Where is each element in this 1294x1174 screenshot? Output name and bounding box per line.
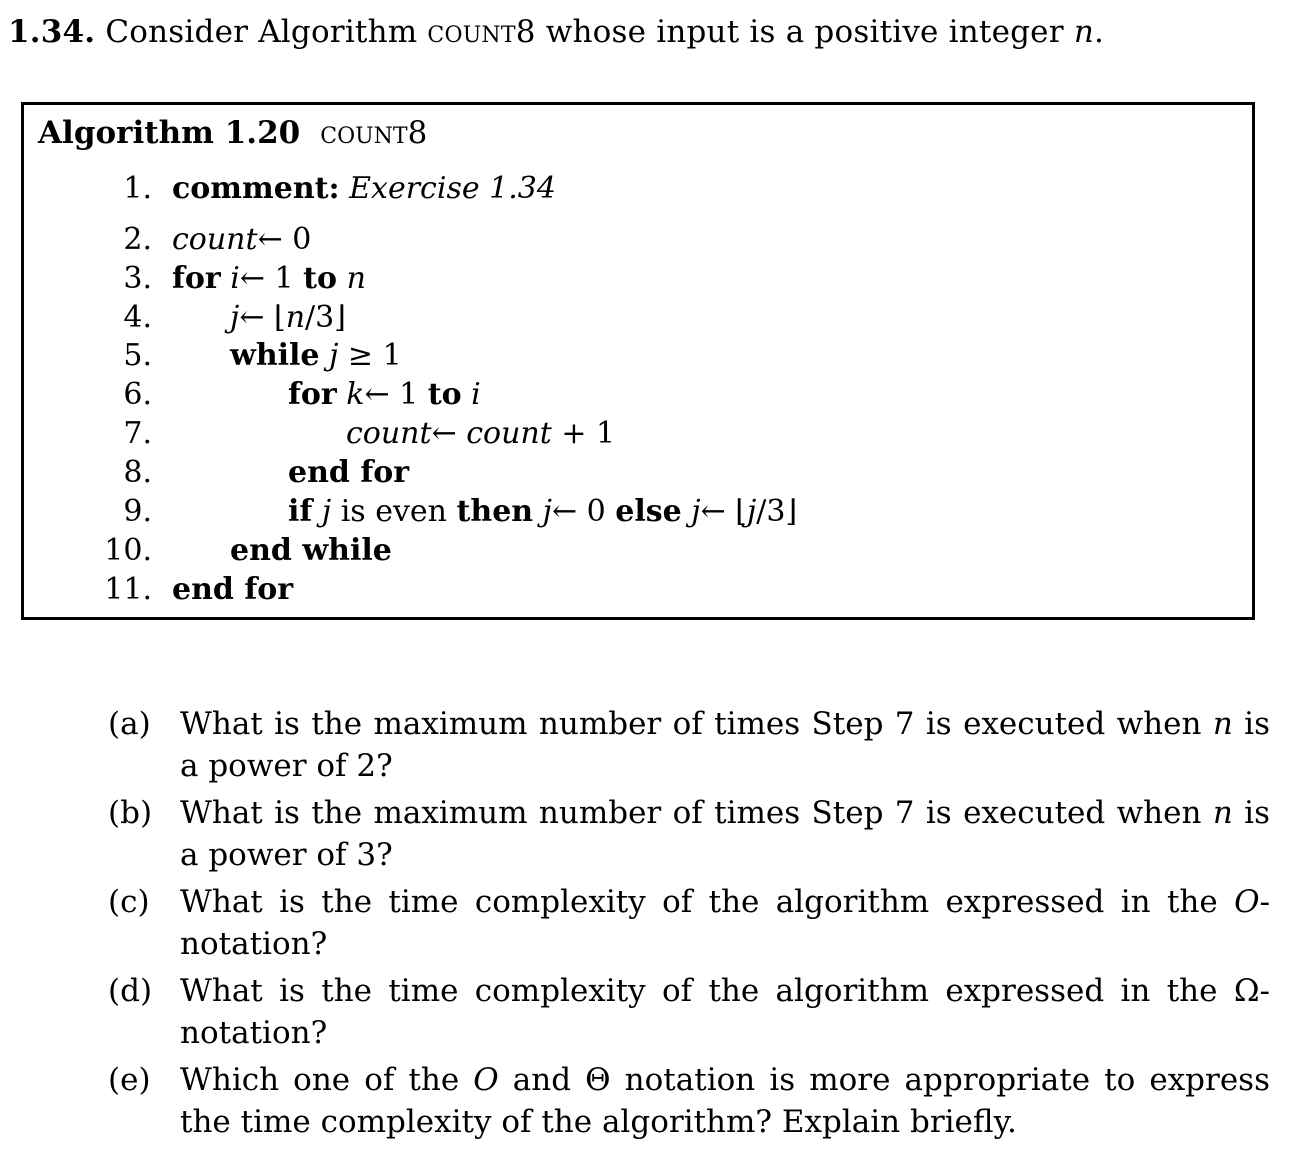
code-text: ← 0 [551,494,616,529]
question-text-part: What is the time complexity of the algorithm expressed in the Ω-notation? [180,973,1270,1051]
algorithm-label: Algorithm 1.20 [38,115,301,151]
question-label: (a) [108,706,151,742]
code-text: + 1 [551,416,616,451]
line-code [230,532,392,570]
exercise-period: . [1093,14,1105,50]
question-text [180,1059,1270,1143]
keyword: for [172,261,221,296]
math-text: count [346,416,432,451]
math-text: j [312,494,332,529]
code-text: ≥ 1 [338,338,402,373]
code-text: ← ⌊ [700,494,747,529]
code-text: ← [257,222,283,257]
math-text: j [319,338,339,373]
exercise-algorithm-name: count8 [427,14,536,50]
math-text: Exercise 1.34 [339,171,556,206]
exercise-number: 1.34. [8,14,96,50]
code-text: ← 1 [364,377,428,412]
question-text [180,792,1270,876]
code-text: /3⌋ [305,300,346,335]
math-text: n [1212,795,1233,831]
question-label: (e) [108,1062,151,1098]
keyword: for [288,377,337,412]
question-text-part: is a power of 2? [180,706,1270,784]
question-text-part: Which one of the [180,1062,474,1098]
question-label: (c) [108,884,150,920]
algorithm-title [38,113,427,153]
math-text: j [230,300,240,335]
line-number: 3. [123,261,152,296]
math-text: i [461,377,481,412]
question-text [180,881,1270,965]
line-code [172,260,366,298]
keyword: then [456,494,534,529]
code-text: 0 [282,222,312,257]
question-text-part: -notation? [180,884,1270,962]
math-text: j [681,494,701,529]
code-text: ← ⌊ [239,300,286,335]
line-number: 11. [104,572,152,607]
line-number: 10. [104,533,152,568]
math-text: count [466,416,552,451]
line-number: 7. [123,416,152,451]
math-text: O [1234,884,1260,920]
math-text: count [172,222,258,257]
code-text: ← [431,416,467,451]
algorithm-box [21,102,1255,620]
line-number: 4. [123,300,152,335]
keyword: end for [172,572,294,607]
question-item [108,792,1270,876]
line-code [346,415,615,453]
question-text-part: What is the maximum number of times Step 7 is executed when [180,795,1213,831]
math-text: n [1212,706,1233,742]
question-item [108,1059,1270,1143]
line-number: 1. [123,171,152,206]
line-code [172,571,293,609]
line-code [288,376,481,414]
exercise-intro-before: Consider Algorithm [105,14,418,50]
keyword: to [303,261,338,296]
question-text [180,970,1270,1054]
math-text: O [473,1062,499,1098]
exercise-statement [8,12,1104,52]
code-text: ← 1 [239,261,304,296]
line-code [172,221,311,259]
exercise-intro-after: whose input is a positive integer [545,14,1064,50]
question-item [108,703,1270,787]
line-code [288,454,409,492]
line-number: 9. [123,494,152,529]
question-text-part: and Θ notation is more appropriate to express the time complexity of the algorithm? Explain briefly. [180,1062,1270,1140]
keyword: else [615,494,682,529]
question-text-part: is a power of 3? [180,795,1270,873]
exercise-variable-n: n [1073,14,1094,50]
keyword: comment: [172,171,340,206]
question-text-part: What is the maximum number of times Step 7 is executed when [180,706,1213,742]
keyword: to [427,377,462,412]
line-number: 2. [123,222,152,257]
code-text: /3⌋ [756,494,798,529]
keyword: while [230,338,320,373]
question-item [108,881,1270,965]
question-item [108,970,1270,1054]
code-text: is even [331,494,457,529]
math-text: n [285,300,306,335]
math-text: j [533,494,552,529]
math-text: k [336,377,365,412]
line-code [288,493,797,531]
question-list [108,703,1270,1148]
math-text: i [220,261,240,296]
math-text: n [337,261,366,296]
keyword: if [288,494,313,529]
line-number: 6. [123,377,152,412]
question-label: (d) [108,973,153,1009]
question-label: (b) [108,795,153,831]
algorithm-name: count8 [320,115,428,151]
line-number: 5. [123,338,152,373]
line-code [230,299,346,337]
keyword: end for [288,455,410,490]
line-code [172,170,556,208]
question-text [180,703,1270,787]
math-text: j [746,494,757,529]
question-text-part: What is the time complexity of the algorithm expressed in the [180,884,1235,920]
keyword: end while [230,533,392,568]
line-number: 8. [123,455,152,490]
line-code [230,337,402,375]
